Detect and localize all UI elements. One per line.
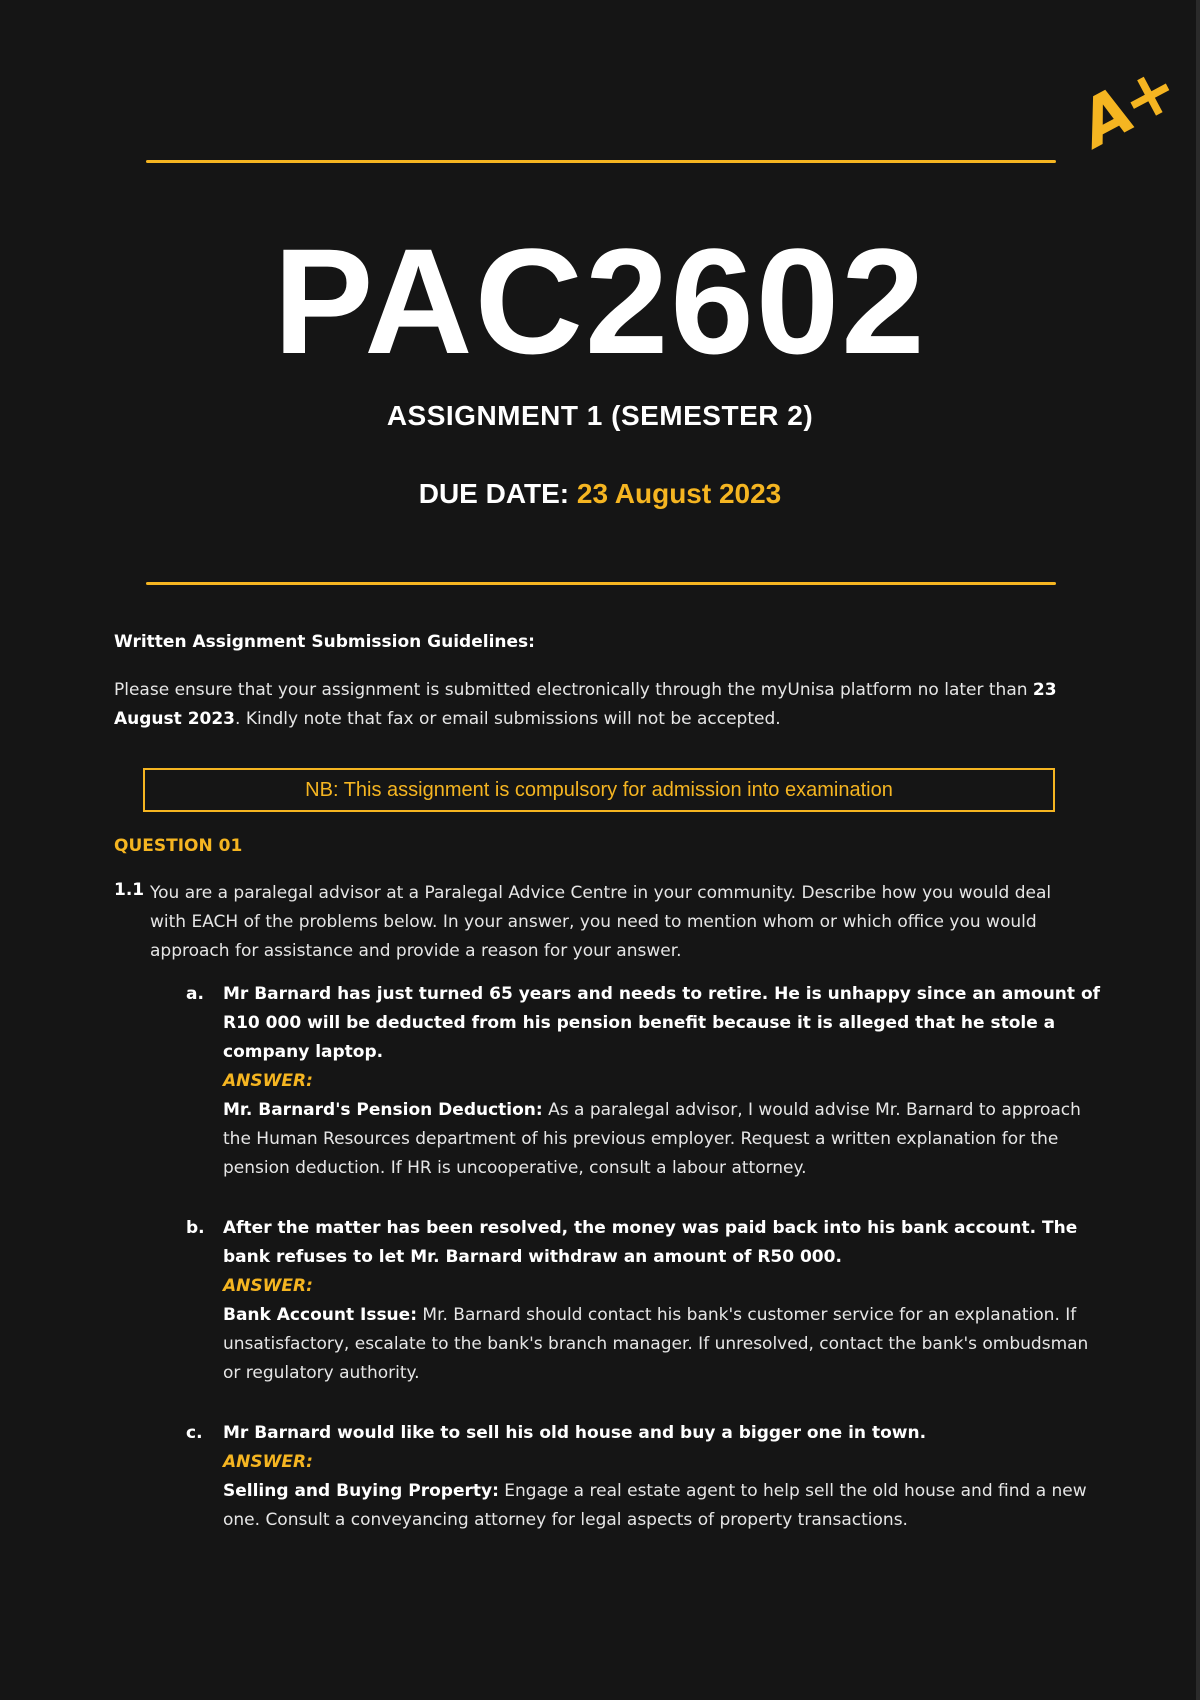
answer-body: As a paralegal advisor, I would advise Mr. Barnard to approach the Human Resources department of his previous employer. Request a written explanation for the pension deduction. If HR is uncooperative, consult a labour attorney. <box>223 1100 1081 1178</box>
answer-title: Mr. Barnard's Pension Deduction: <box>223 1100 543 1120</box>
guidelines-heading: Written Assignment Submission Guidelines: <box>114 632 535 652</box>
answer-label: ANSWER: <box>223 1071 313 1091</box>
sub-question-letter: a. <box>186 984 204 1004</box>
answer-label: ANSWER: <box>223 1276 313 1296</box>
due-date-label: DUE DATE: <box>418 478 577 509</box>
answer-text <box>223 1096 1103 1183</box>
sub-question-letter: c. <box>186 1423 203 1443</box>
answer-label: ANSWER: <box>223 1452 313 1472</box>
guidelines-text-1: Please ensure that your assignment is submitted electronically through the myUnisa platform no later than <box>114 680 1033 700</box>
bottom-divider <box>146 582 1056 585</box>
guidelines-text-2: . Kindly note that fax or email submissions will not be accepted. <box>235 709 781 729</box>
top-divider <box>146 160 1056 163</box>
answer-text <box>223 1477 1103 1535</box>
sub-question-prompt: Mr Barnard would like to sell his old house and buy a bigger one in town. <box>223 1423 927 1443</box>
assignment-title: ASSIGNMENT 1 (SEMESTER 2) <box>386 400 814 431</box>
sub-question-letter: b. <box>186 1218 205 1238</box>
answer-title: Selling and Buying Property: <box>223 1481 499 1501</box>
question-text: You are a paralegal advisor at a Paralegal Advice Centre in your community. Describe how you would deal with EACH of the problems below. In your answer, you need to mention whom or which office you would approach for assistance and provide a reason for your answer. <box>150 883 1052 961</box>
sub-question-body <box>223 1419 1103 1535</box>
sub-question-body <box>223 980 1103 1183</box>
answer-title: Bank Account Issue: <box>223 1305 417 1325</box>
sub-question-prompt: After the matter has been resolved, the money was paid back into his bank account. The bank refuses to let Mr. Barnard withdraw an amount of R50 000. <box>223 1218 1078 1267</box>
sub-question-prompt: Mr Barnard has just turned 65 years and needs to retire. He is unhappy since an amount of R10 000 will be deducted from his pension benefit because it is alleged that he stole a company laptop. <box>223 984 1101 1062</box>
due-date-value: 23 August 2023 <box>576 478 782 509</box>
question-heading: QUESTION 01 <box>114 836 243 856</box>
answer-text <box>223 1301 1103 1388</box>
question-number: 1.1 <box>114 880 145 900</box>
due-date-line <box>0 478 1200 510</box>
guidelines-due-date: 23 August 2023 <box>114 680 1057 729</box>
nb-notice-box: NB: This assignment is compulsory for admission into examination <box>143 768 1055 812</box>
guidelines-paragraph <box>114 676 1094 734</box>
answer-body: Mr. Barnard should contact his bank's customer service for an explanation. If unsatisfactory, escalate to the bank's branch manager. If unresolved, contact the bank's ombudsman or regulatory authority. <box>223 1305 1089 1383</box>
answer-body: Engage a real estate agent to help sell the old house and find a new one. Consult a conveyancing attorney for legal aspects of property transactions. <box>223 1481 1087 1530</box>
grade-stamp: A+ <box>1068 51 1187 163</box>
course-code-title: PAC2602 <box>273 217 927 385</box>
sub-question-body <box>223 1214 1103 1388</box>
